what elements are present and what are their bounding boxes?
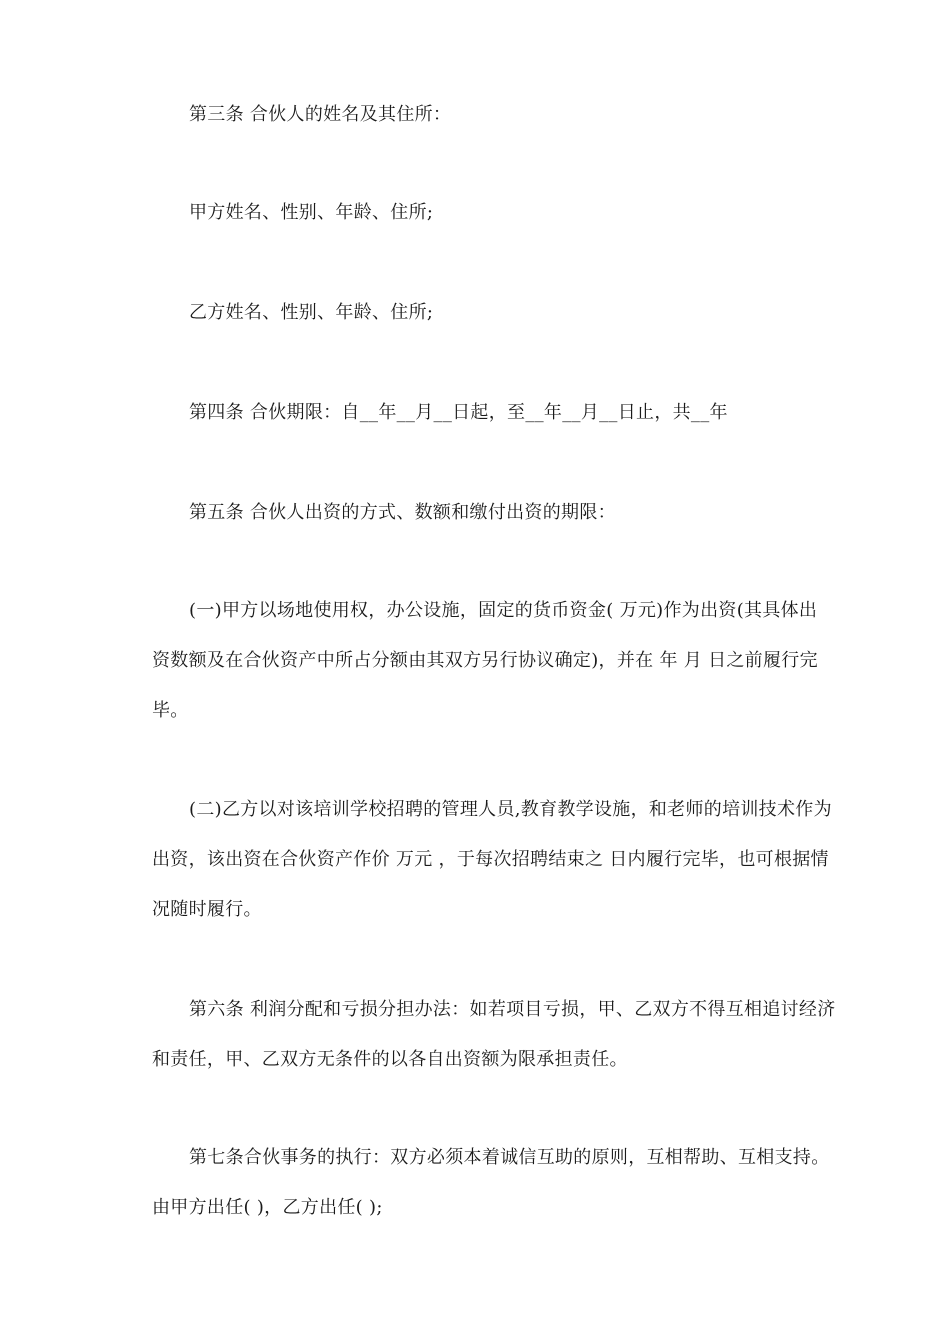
text-line: 第五条 合伙人出资的方式、数额和缴付出资的期限： (189, 502, 616, 523)
text-line: 第七条合伙事务的执行：双方必须本着诚信互助的原则，互相帮助、互相支持。 (189, 1147, 830, 1168)
text-line: (二)乙方以对该培训学校招聘的管理人员,教育教学设施，和老师的培训技术作为 (189, 799, 832, 820)
text-line: 由甲方出任( )，乙方出任( ); (152, 1197, 383, 1218)
text-line: 况随时履行。 (152, 899, 262, 920)
article-3-paragraph (115, 90, 837, 140)
article-7-paragraph (115, 1133, 837, 1233)
article-5-item-2-paragraph (115, 785, 837, 935)
text-line: 和责任，甲、乙双方无条件的以各自出资额为限承担责任。 (152, 1049, 628, 1070)
party-a-paragraph (115, 188, 837, 238)
article-5-item-1-paragraph (115, 586, 837, 736)
text-line: 第六条 利润分配和亏损分担办法：如若项目亏损，甲、乙双方不得互相追讨经济 (189, 999, 836, 1020)
text-line: 出资，该出资在合伙资产作价 万元 ，于每次招聘结束之 日内履行完毕，也可根据情 (152, 849, 829, 870)
article-5-paragraph (115, 488, 837, 538)
text-line: 乙方姓名、性别、年龄、住所; (189, 302, 434, 323)
text-line: 第三条 合伙人的姓名及其住所： (189, 104, 452, 125)
text-line: 资数额及在合伙资产中所占分额由其双方另行协议确定)，并在 年 月 日之前履行完 (152, 650, 818, 671)
text-line: 毕。 (152, 700, 189, 721)
article-4-paragraph (115, 388, 837, 438)
text-line: 第四条 合伙期限：自__年__月__日起，至__年__月__日止，共__年 (189, 402, 728, 423)
article-6-paragraph (115, 985, 837, 1085)
text-line: 甲方姓名、性别、年龄、住所; (189, 202, 434, 223)
party-b-paragraph (115, 288, 837, 338)
text-line: (一)甲方以场地使用权，办公设施，固定的货币资金( 万元)作为出资(其具体出 (189, 600, 818, 621)
